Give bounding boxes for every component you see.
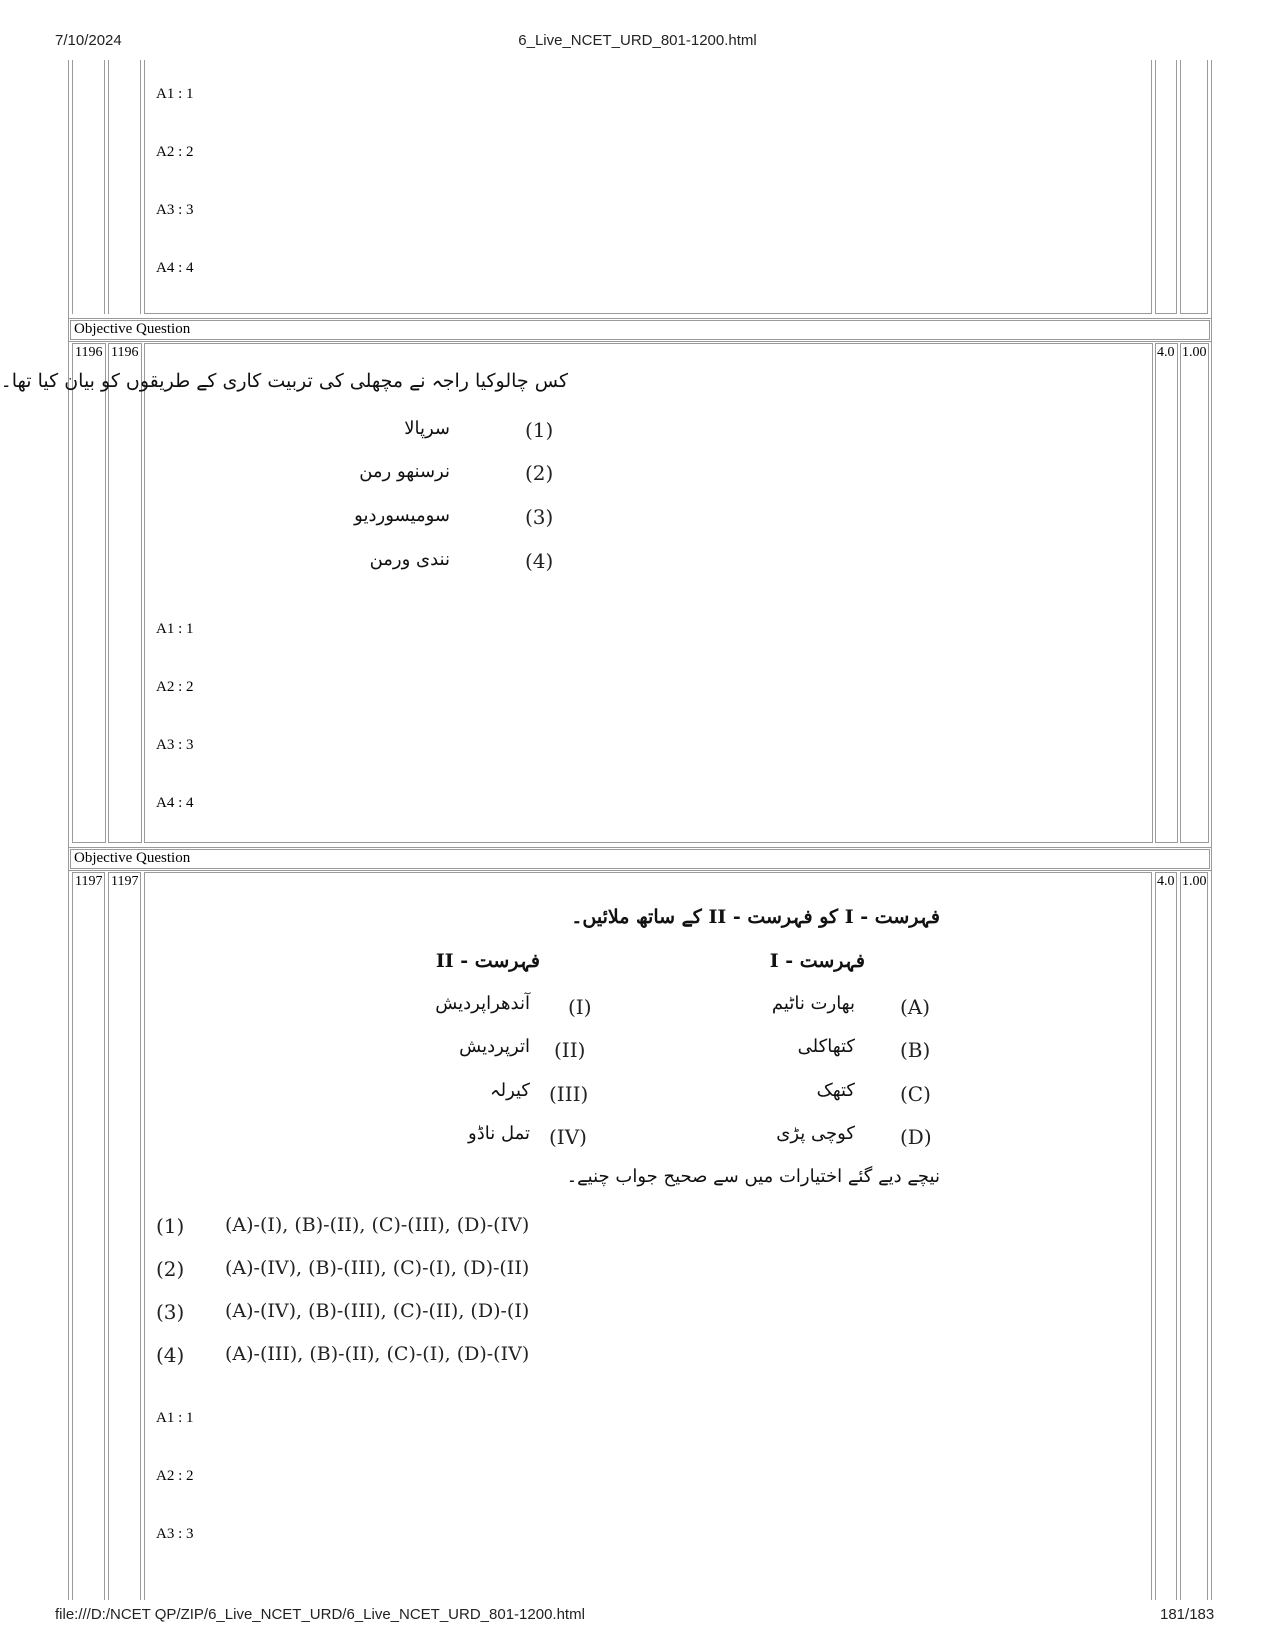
match-instruction: فہرست - I کو فہرست - II کے ساتھ ملائیں۔ [571,906,940,928]
list-1-item: بھارت ناٹیم [771,993,855,1014]
option-text: سرپالا [404,418,450,439]
option-number: (4) [525,549,554,573]
question-id: 1197 [111,874,139,889]
answer-option-1: A1 : 1 [156,621,194,637]
answer-option-4: A4 : 4 [156,795,194,811]
document-title: 6_Live_NCET_URD_801-1200.html [518,32,757,49]
list-1-label: (B) [900,1038,931,1062]
list-2-label: (II) [554,1038,586,1062]
serial-number: 1196 [75,345,103,360]
option-text: (A)-(III), (B)-(II), (C)-(I), (D)-(IV) [225,1343,530,1365]
marks: 4.0 [1157,874,1175,889]
list-2-item: آندھراپردیش [435,993,530,1014]
list-1-label: (A) [900,995,931,1019]
question-type-label: Objective Question [74,850,191,866]
print-date: 7/10/2024 [55,32,122,49]
question-id: 1196 [111,345,139,360]
option-text: (A)-(IV), (B)-(III), (C)-(I), (D)-(II) [225,1257,530,1279]
list-1-item: کتھاکلی [797,1036,855,1057]
answer-option-1: A1 : 1 [156,1410,194,1426]
list-1-heading: فہرست - I [769,950,865,972]
option-number: (2) [525,461,554,485]
serial-number: 1197 [75,874,103,889]
answer-option-2: A2 : 2 [156,679,194,695]
marks: 4.0 [1157,345,1175,360]
list-2-label: (I) [568,995,592,1019]
answer-option-3: A3 : 3 [156,1526,194,1542]
question-text: کس چالوکیا راجہ نے مچھلی کی تربیت کاری کے طریقوں کو بیان کیا تھا۔ [0,370,568,392]
option-text: سومیسوردیو [354,505,450,526]
answer-option-2: A2 : 2 [156,144,194,160]
answer-option-2: A2 : 2 [156,1468,194,1484]
list-1-item: کتھک [816,1080,855,1101]
option-number: (3) [156,1300,185,1324]
list-2-label: (IV) [549,1125,587,1149]
option-number: (2) [156,1257,185,1281]
option-number: (1) [525,418,554,442]
option-number: (4) [156,1343,185,1367]
list-2-item: اترپردیش [459,1036,530,1057]
answer-option-1: A1 : 1 [156,86,194,102]
option-text: (A)-(I), (B)-(II), (C)-(III), (D)-(IV) [225,1214,530,1236]
option-text: نندی ورمن [369,549,450,570]
list-1-label: (C) [900,1082,931,1106]
list-1-item: کوچی پڑی [776,1123,855,1144]
option-text: نرسنھو رمن [359,461,450,482]
file-url: file:///D:/NCET QP/ZIP/6_Live_NCET_URD/6_Live_NCET_URD_801-1200.html [55,1606,585,1623]
option-text: (A)-(IV), (B)-(III), (C)-(II), (D)-(I) [225,1300,530,1322]
option-number: (3) [525,505,554,529]
list-2-item: تمل ناڈو [468,1123,530,1144]
list-1-label: (D) [900,1125,932,1149]
page-number: 181/183 [1160,1606,1215,1623]
option-number: (1) [156,1214,185,1238]
question-type-label: Objective Question [74,321,191,337]
negative-marks: 1.00 [1182,345,1207,360]
negative-marks: 1.00 [1182,874,1207,889]
answer-option-4: A4 : 4 [156,260,194,276]
list-2-label: (III) [549,1082,589,1106]
choose-instruction: نیچے دیے گئے اختیارات میں سے صحیح جواب چنیے۔ [566,1166,940,1187]
list-2-heading: فہرست - II [435,950,540,972]
list-2-item: کیرلہ [490,1080,530,1101]
answer-option-3: A3 : 3 [156,202,194,218]
answer-option-3: A3 : 3 [156,737,194,753]
